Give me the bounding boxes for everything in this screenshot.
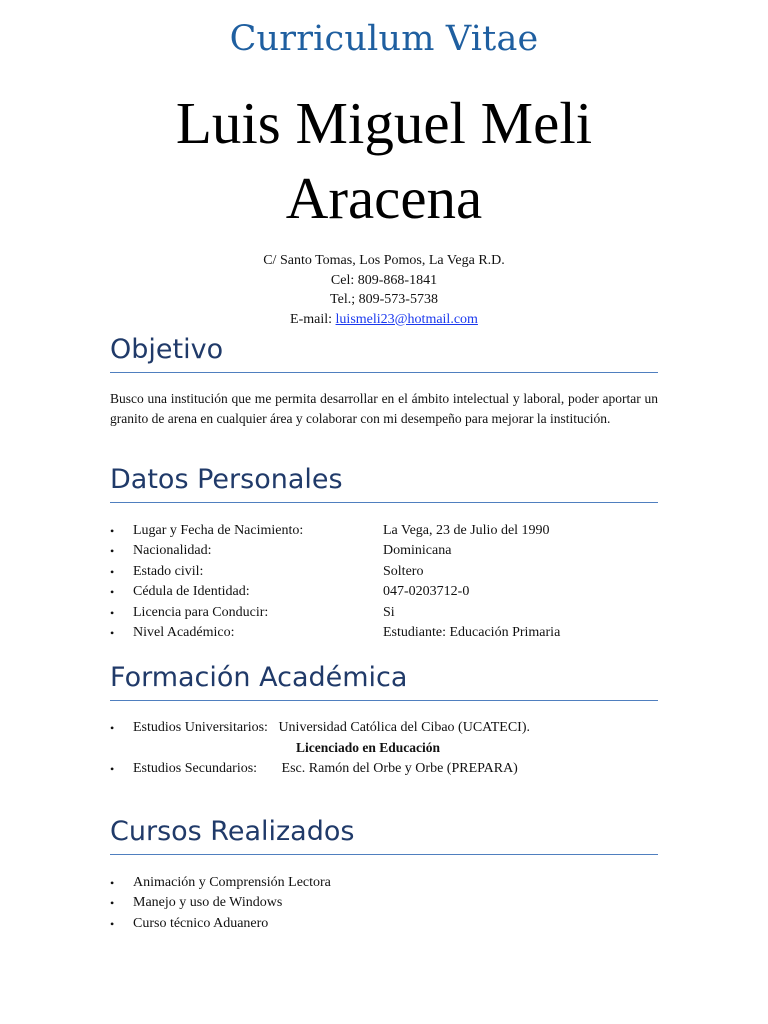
item-value: Universidad Católica del Cibao (UCATECI).: [278, 720, 530, 735]
contact-email-line: [0, 310, 768, 330]
bullet-icon: •: [110, 721, 115, 735]
person-name: [0, 86, 768, 236]
bullet-icon: •: [110, 761, 115, 776]
contact-cel: Cel: 809-868-1841: [330, 272, 438, 288]
list-item: [110, 914, 670, 934]
list-item: [110, 759, 670, 779]
item-label: Nivel Académico:: [133, 625, 235, 641]
list-item: [110, 873, 670, 893]
item-label: Cédula de Identidad:: [133, 584, 250, 600]
item-label: Lugar y Fecha de Nacimiento:: [133, 523, 304, 538]
email-label: E-mail:: [290, 311, 333, 327]
list-item: [110, 603, 670, 623]
item-label: Estado civil:: [133, 563, 204, 579]
item-label: Animación y Comprensión Lectora: [133, 875, 331, 890]
cursos-list: [110, 873, 670, 934]
item-label: Manejo y uso de Windows: [133, 895, 283, 911]
bullet-icon: •: [110, 916, 115, 931]
item-value: Estudiante: Educación Primaria: [383, 625, 561, 641]
list-item: [110, 623, 670, 643]
bullet-icon: •: [110, 564, 115, 579]
item-label: Estudios Secundarios:: [133, 760, 258, 776]
section-heading-cursos-realizados: Cursos Realizados: [110, 815, 658, 855]
bullet-icon: •: [110, 524, 115, 538]
item-value: Si: [383, 604, 395, 620]
list-item: [110, 562, 670, 582]
bullet-icon: •: [110, 876, 115, 890]
contact-tel: Tel.; 809-573-5738: [330, 292, 438, 307]
list-item: [110, 521, 670, 541]
item-label: Nacionalidad:: [133, 543, 212, 559]
objetivo-text: Busco una institución que me permita desarrollar en el ámbito intelectual y laboral, poder aportar un granito de arena en cualquier área y colaborar con mi desempeño para mejorar la institución.: [110, 391, 658, 426]
item-value: Esc. Ramón del Orbe y Orbe (PREPARA): [281, 760, 518, 776]
list-item: [110, 718, 670, 738]
list-item: [110, 893, 670, 913]
person-name-line-2: Aracena: [285, 165, 483, 231]
degree-line: Licenciado en Educación: [296, 740, 441, 756]
bullet-icon: •: [110, 585, 115, 600]
bullet-icon: •: [110, 605, 115, 620]
contact-block: [0, 251, 768, 329]
section-heading-objetivo: Objetivo: [110, 333, 658, 373]
item-value: La Vega, 23 de Julio del 1990: [383, 523, 550, 538]
item-value: Dominicana: [383, 543, 452, 559]
person-name-line-1: Luis Miguel Meli: [175, 90, 593, 156]
item-label: Curso técnico Aduanero: [133, 915, 269, 931]
item-label: Estudios Universitarios:: [133, 720, 268, 735]
bullet-icon: •: [110, 626, 115, 641]
list-item: [110, 541, 670, 561]
datos-personales-list: [110, 521, 670, 643]
section-heading-formacion-academica: Formación Académica: [110, 661, 658, 701]
section-heading-datos-personales: Datos Personales: [110, 463, 658, 503]
item-value: Soltero: [383, 563, 424, 579]
list-item: [110, 582, 670, 602]
item-label: Licencia para Conducir:: [133, 604, 269, 620]
bullet-icon: •: [110, 544, 115, 559]
formacion-list: [110, 718, 670, 779]
bullet-icon: •: [110, 896, 115, 911]
email-link[interactable]: luismeli23@hotmail.com: [335, 311, 478, 327]
item-value: 047-0203712-0: [383, 584, 470, 600]
document-title: Curriculum Vitae: [229, 19, 539, 59]
contact-address: C/ Santo Tomas, Los Pomos, La Vega R.D.: [263, 253, 505, 268]
